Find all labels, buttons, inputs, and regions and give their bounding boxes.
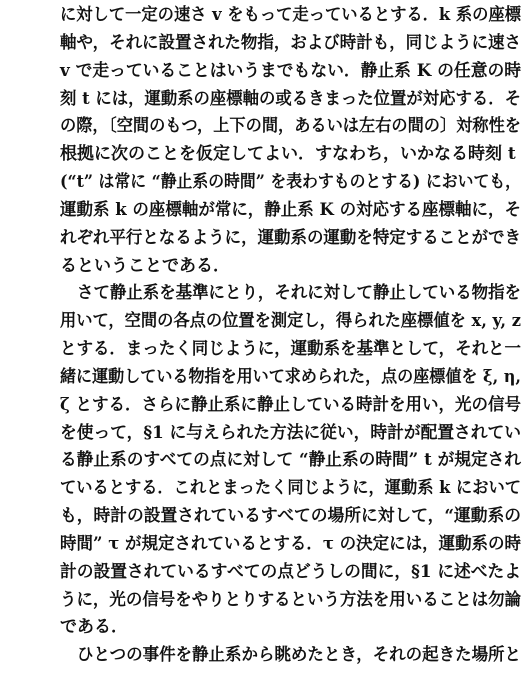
text-line-content: 刻 t には，運動系の座標軸の或るきまった位置が対応する．そ [60, 88, 521, 109]
text-line-content: v で走っていることはいうまでもない．静止系 K の任意の時 [60, 60, 522, 81]
text-line [0, 141, 529, 169]
text-line [0, 2, 529, 30]
text-line [0, 559, 529, 587]
text-line [0, 280, 529, 308]
text-line [0, 614, 529, 642]
text-line-content: る静止系のすべての点に対して “静止系の時間” t が規定され [60, 450, 521, 471]
text-line-content: 用いて，空間の各点の位置を測定し，得られた座標値を x, y, z [60, 311, 521, 332]
text-line-content: も，時計の設置されているすべての場所に対して，“運動系の [60, 506, 521, 526]
text-line-content: ているとする．これとまったく同じように，運動系 k において [60, 478, 522, 499]
text-line [0, 86, 529, 114]
text-line-content: とする．まったく同じように，運動系を基準として，それと一 [60, 339, 522, 359]
text-line-content: である． [60, 617, 128, 638]
text-line [0, 30, 529, 58]
text-line-content: 時間” τ が規定されているとする．τ の決定には，運動系の時 [60, 533, 522, 554]
text-line-content: うに，光の信号をやりとりするという方法を用いることは勿論 [60, 589, 522, 610]
text-line [0, 225, 529, 253]
text-line [0, 531, 529, 559]
text-line [0, 308, 529, 336]
text-line-content: れぞれ平行となるように，運動系の運動を特定することができ [60, 227, 522, 248]
text-line [0, 336, 529, 364]
text-line [0, 113, 529, 141]
text-line-content: の際，〔空間のもつ，上下の間，あるいは左右の間の〕対称性を [60, 116, 521, 137]
text-line [0, 197, 529, 225]
text-line-content: (“t” は常に “静止系の時間” を表わすものとする) においても， [60, 172, 521, 192]
text-line-content: さて静止系を基準にとり，それに対して静止している物指を [77, 283, 521, 304]
text-line-content: 計の設置されているすべての点どうしの間に，§1 に述べたよ [60, 561, 521, 582]
text-line [0, 642, 529, 670]
text-line [0, 447, 529, 475]
text-line [0, 587, 529, 615]
text-line [0, 253, 529, 281]
text-line-content: に対して一定の速さ v をもって走っているとする．k 系の座標 [60, 5, 522, 25]
text-line-content: ひとつの事件を静止系から眺めたとき，それの起きた場所と [77, 645, 522, 666]
text-line [0, 503, 529, 531]
text-line-content: 運動系 k の座標軸が常に，静止系 K の対応する座標軸に，そ [60, 199, 521, 220]
text-line [0, 475, 529, 503]
text-line [0, 392, 529, 420]
text-line [0, 58, 529, 86]
text-line-content: 軸や，それに設置された物指，および時計も，同じように速さ [60, 32, 522, 53]
text-line-content: ζ とする．さらに静止系に静止している時計を用い，光の信号 [60, 394, 521, 415]
text-line-content: 根拠に次のことを仮定してよい．すなわち，いかなる時刻 t [60, 144, 516, 165]
text-line-content: るということである． [60, 255, 230, 276]
text-line [0, 169, 529, 197]
text-line-content: を使って，§1 に与えられた方法に従い，時計が配置されてい [60, 422, 521, 443]
text-line [0, 364, 529, 392]
text-line [0, 420, 529, 448]
text-line-content: 緒に運動している物指を用いて求められた，点の座標値を ξ, η, [60, 366, 522, 387]
